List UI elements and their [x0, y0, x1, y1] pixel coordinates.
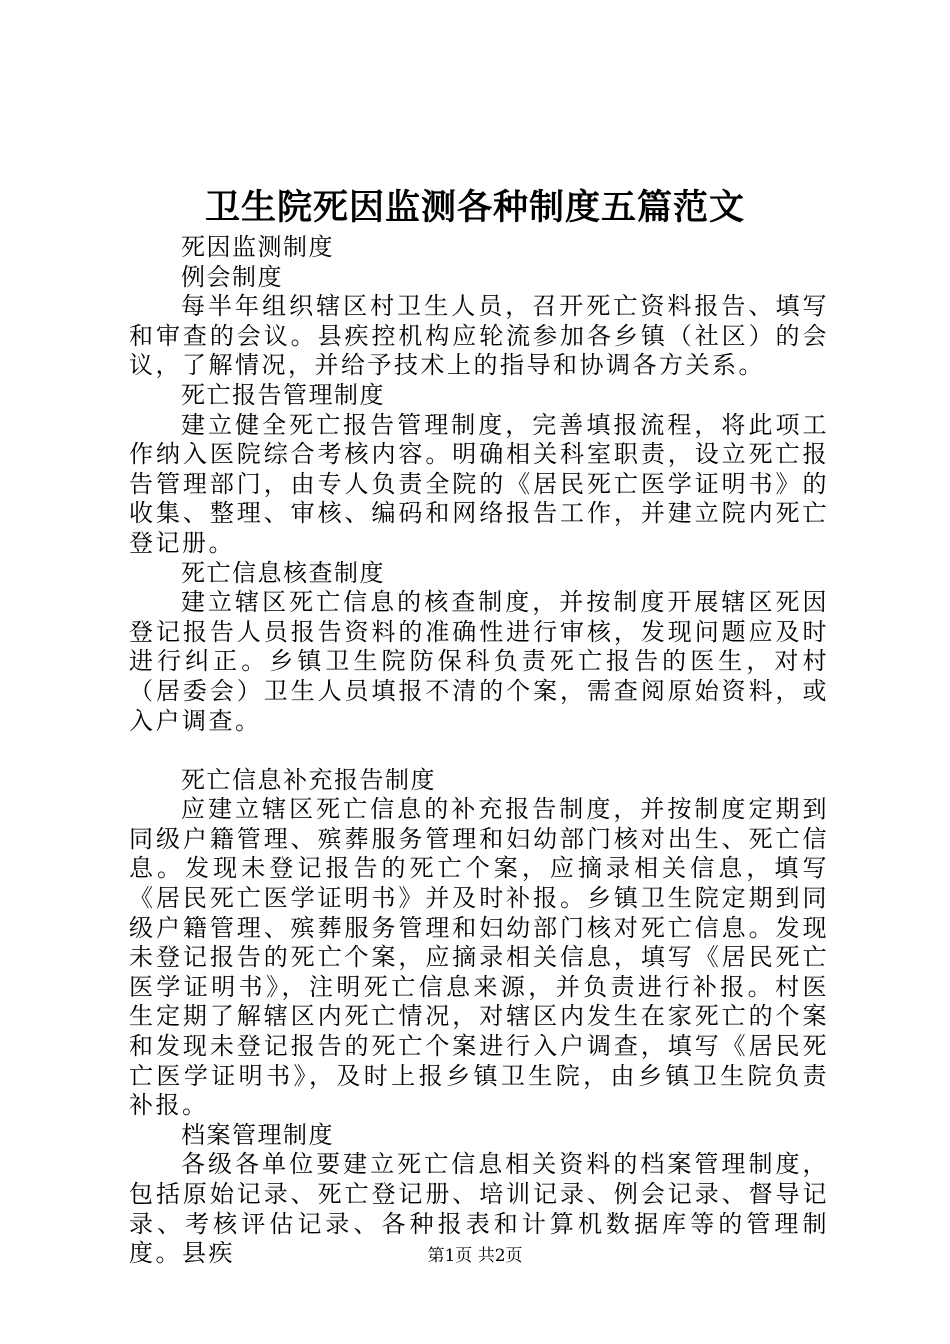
section-heading-regular-meeting: 例会制度 — [181, 262, 283, 291]
document-body — [129, 233, 829, 1269]
blank-line — [129, 736, 829, 766]
paragraph-death-info-verification: 建立辖区死亡信息的核查制度，并按制度开展辖区死因登记报告人员报告资料的准确性进行审核，发现问题应及时进行纠正。乡镇卫生院防保科负责死亡报告的医生，对村（居委会）卫生人员填报不清的个案，需查阅原始资料，或入户调查。 — [129, 588, 829, 735]
section-heading-supplementary-report: 死亡信息补充报告制度 — [181, 765, 436, 794]
page-number-footer: 第1页 共2页 — [427, 1246, 523, 1266]
section-heading-death-info-verification: 死亡信息核查制度 — [181, 558, 385, 587]
paragraph-archive-management: 各级各单位要建立死亡信息相关资料的档案管理制度，包括原始记录、死亡登记册、培训记录、例会记录、督导记录、考核评估记录、各种报表和计算机数据库等的管理制度。县疾 — [129, 1150, 829, 1268]
section-heading-archive-management: 档案管理制度 — [181, 1120, 334, 1149]
section-heading-death-report-management: 死亡报告管理制度 — [181, 380, 385, 409]
section-heading-death-cause-monitoring: 死因监测制度 — [181, 233, 334, 261]
paragraph-death-report-management: 建立健全死亡报告管理制度，完善填报流程，将此项工作纳入医院综合考核内容。明确相关科室职责，设立死亡报告管理部门，由专人负责全院的《居民死亡医学证明书》的收集、整理、审核、编码和网络报告工作，并建立院内死亡登记册。 — [129, 410, 829, 557]
document-title: 卫生院死因监测各种制度五篇范文 — [204, 187, 745, 228]
paragraph-regular-meeting: 每半年组织辖区村卫生人员，召开死亡资料报告、填写和审查的会议。县疾控机构应轮流参加各乡镇（社区）的会议，了解情况，并给予技术上的指导和协调各方关系。 — [129, 292, 829, 380]
paragraph-supplementary-report: 应建立辖区死亡信息的补充报告制度，并按制度定期到同级户籍管理、殡葬服务管理和妇幼部门核对出生、死亡信息。发现未登记报告的死亡个案，应摘录相关信息，填写《居民死亡医学证明书》并及时补报。乡镇卫生院定期到同级户籍管理、殡葬服务管理和妇幼部门核对死亡信息。发现未登记报告的死亡个案，应摘录相关信息，填写《居民死亡医学证明书》，注明死亡信息来源，并负责进行补报。村医生定期了解辖区内死亡情况，对辖区内发生在家死亡的个案和发现未登记报告的死亡个案进行入户调查，填写《居民死亡医学证明书》，及时上报乡镇卫生院，由乡镇卫生院负责补报。 — [129, 795, 829, 1120]
